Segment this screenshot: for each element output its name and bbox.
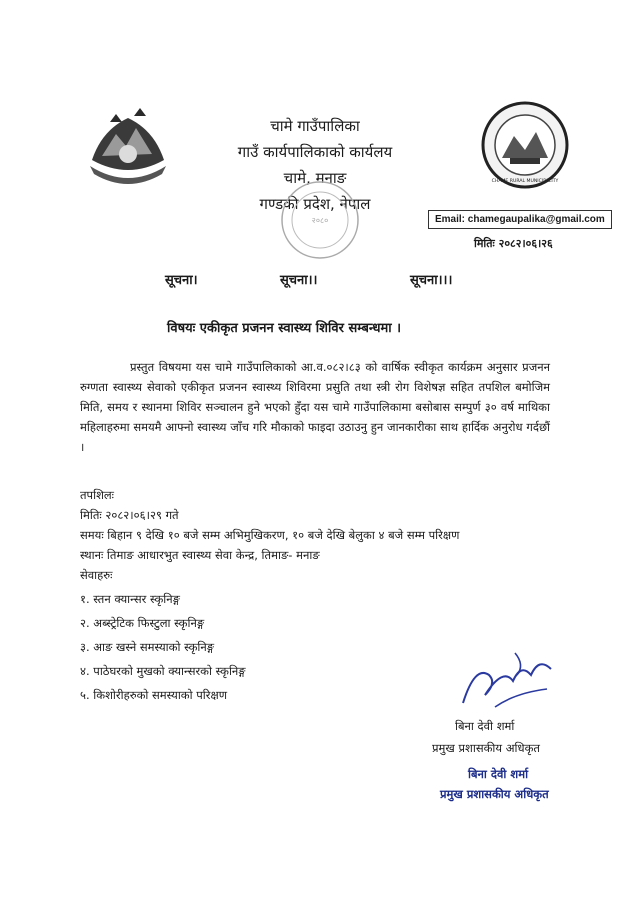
service-item: ३. आङ खस्ने समस्याको स्कृनिङ्ग [80, 640, 215, 654]
letter-date: मितिः २०८२।०६।२६ [474, 237, 553, 250]
office-stamp-mark [270, 175, 370, 270]
details-place: स्थानः तिमाङ आधारभुत स्वास्थ्य सेवा केन्द्र, तिमाङ- मनाङ [80, 548, 320, 562]
province-name: गण्डकी प्रदेश, नेपाल [259, 195, 371, 213]
office-location: चामे, मनाङ [283, 169, 347, 187]
seal-text: CHAME RURAL MUNICIPALITY [491, 179, 559, 184]
service-item: २. अब्स्ट्रेटिक फिस्टुला स्कृनिङ्ग [80, 616, 205, 630]
handwritten-signature [455, 645, 565, 715]
details-heading: तपशिलः [80, 488, 115, 502]
details-date: मितिः २०८२।०६।२९ गते [80, 508, 179, 522]
svg-text:२०८०: २०८० [311, 216, 329, 225]
details-time: समयः बिहान ९ देखि १० बजे सम्म अभिमुखिकरण, १० बजे देखि बेलुका ४ बजे सम्म परिक्षण [80, 528, 460, 542]
email-box: Email: chamegaupalika@gmail.com [428, 210, 612, 229]
notice-2: सूचना।। [280, 273, 318, 288]
details-section [80, 485, 459, 705]
body-paragraph: प्रस्तुत विषयमा यस चामे गाउँपालिकाको आ.व.०८२।८३ को वार्षिक स्वीकृत कार्यक्रम अनुसार प्रजनन रुग्णता स्वास्थ्य सेवाको एकीकृत प्रजनन स्वास्थ्य शिविरमा प्रसुति तथा स्त्री रोग विशेषज्ञ सहित तपशिल बमोजिम मिति, समय र स्थानमा शिविर सञ्चालन हुने भएको हुँदा यस चामे गाउँपालिकामा बसोबास सम्पुर्ण ३० वर्ष माथिका महिलाहरुमा समयमै आफ्नो स्वास्थ्य जाँच गरि मौकाको फाइदा उठाउनु हुन जानकारीका साथ हार्दिक अनुरोध गर्दछौं । [80, 360, 550, 454]
office-name: गाउँ कार्यपालिकाको कार्यलय [237, 143, 393, 161]
signatory-title: प्रमुख प्रशासकीय अधिकृत [432, 741, 540, 755]
subject-line: विषयः एकीकृत प्रजनन स्वास्थ्य शिविर सम्बन्धमा । [167, 321, 402, 336]
signatory-name: बिना देवी शर्मा [455, 719, 515, 733]
municipality-seal [480, 100, 570, 190]
service-item: १. स्तन क्यान्सर स्कृनिङ्ग [80, 592, 180, 606]
service-item: ४. पाठेघरको मुखको क्यान्सरको स्कृनिङ्ग [80, 664, 246, 678]
nepal-emblem-logo [82, 100, 174, 192]
notice-1: सूचना। [165, 273, 198, 288]
service-item: ५. किशोरीहरुको समस्याको परिक्षण [80, 688, 228, 702]
stamp-name: बिना देवी शर्मा [468, 767, 529, 781]
services-heading: सेवाहरुः [80, 568, 113, 582]
municipality-name: चामे गाउँपालिका [270, 117, 360, 135]
stamp-title: प्रमुख प्रशासकीय अधिकृत [440, 787, 549, 801]
notice-3: सूचना।।। [410, 273, 453, 288]
